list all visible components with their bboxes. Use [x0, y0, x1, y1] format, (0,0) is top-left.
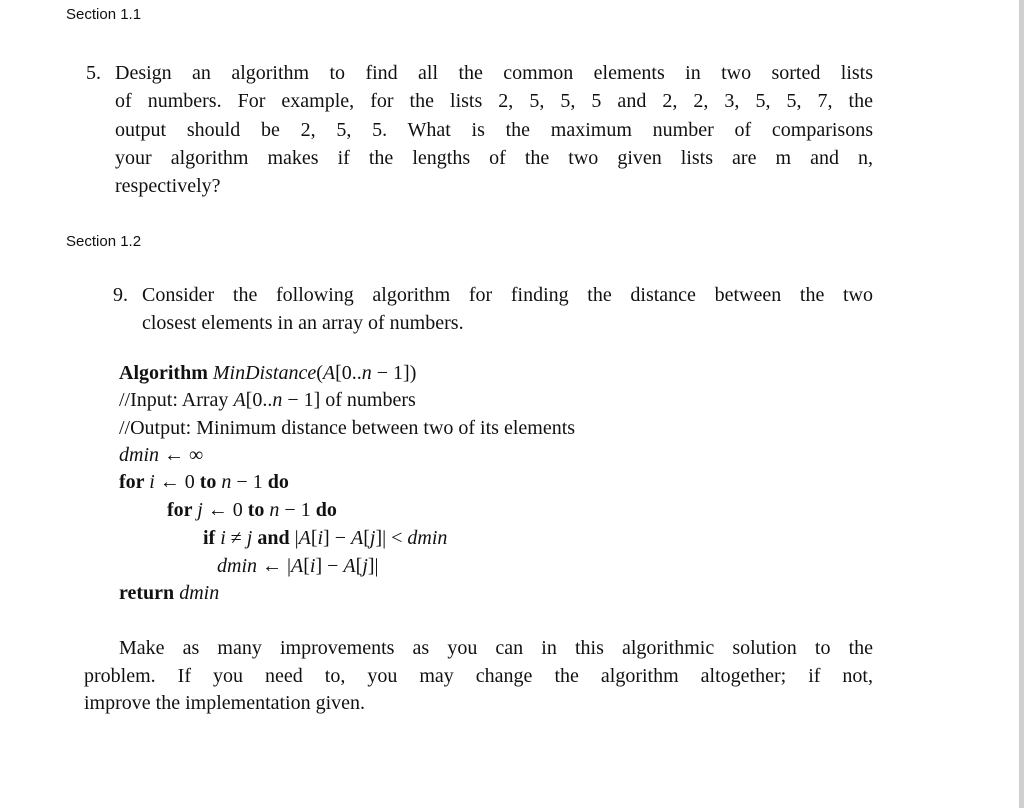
algorithm-token: do — [315, 499, 337, 521]
algorithm-token: n — [221, 471, 232, 493]
problem-5-line: respectively? — [115, 175, 221, 197]
algorithm-line — [119, 388, 416, 412]
algorithm-token: for — [119, 471, 150, 493]
closing-line: Make as many improvements as you can in this algorithmic solution to the — [119, 637, 873, 659]
algorithm-line — [167, 498, 337, 522]
algorithm-token: i — [149, 471, 155, 493]
algorithm-token: and — [252, 527, 295, 549]
problem-5-line: Design an algorithm to find all the common elements in two sorted lists — [115, 62, 873, 84]
problem-5-line: your algorithm makes if the lengths of the two given lists are m and n, — [115, 147, 873, 169]
problem-9-line: closest elements in an array of numbers. — [142, 312, 464, 334]
problem-9-line: Consider the following algorithm for finding the distance between the two — [142, 284, 873, 306]
algorithm-line — [217, 554, 379, 578]
algorithm-token: ← 0 — [202, 499, 248, 521]
algorithm-token: dmin — [119, 444, 159, 466]
algorithm-token: //Input: Array — [119, 389, 234, 411]
algorithm-token: return — [119, 582, 180, 604]
algorithm-token: [0.. — [245, 389, 273, 411]
problem-5-line: of numbers. For example, for the lists 2, 5, 5, 5 and 2, 2, 3, 5, 5, 7, the — [115, 90, 873, 112]
algorithm-token: ] − — [315, 555, 344, 577]
algorithm-token: [ — [310, 527, 318, 549]
algorithm-token: i — [309, 555, 316, 577]
algorithm-token: do — [267, 471, 289, 493]
algorithm-token: ] − — [323, 527, 351, 549]
algorithm-token: if — [203, 527, 221, 549]
algorithm-token: A — [233, 389, 246, 411]
algorithm-token: j — [246, 527, 253, 549]
algorithm-token: i — [317, 527, 324, 549]
algorithm-token: ]| < — [375, 527, 408, 549]
algorithm-token: ← 0 — [154, 471, 200, 493]
algorithm-token: ( — [316, 362, 323, 384]
problem-5-line: output should be 2, 5, 5. What is the maximum number of comparisons — [115, 119, 873, 141]
algorithm-token: [ — [363, 527, 370, 549]
algorithm-token: ← ∞ — [159, 444, 204, 466]
algorithm-line — [119, 416, 575, 440]
algorithm-line — [119, 581, 219, 605]
algorithm-token: A — [322, 362, 336, 384]
algorithm-token: n — [269, 499, 280, 521]
closing-line: improve the implementation given. — [84, 692, 366, 714]
algorithm-line — [119, 443, 203, 467]
closing-line: problem. If you need to, you may change the algorithm altogether; if not, — [84, 665, 873, 687]
page-edge-shadow — [1019, 0, 1024, 808]
algorithm-token: − 1 — [231, 471, 268, 493]
algorithm-token: MinDistance — [212, 362, 317, 384]
problem-9-number: 9. — [113, 284, 128, 306]
algorithm-token: A — [291, 555, 304, 577]
algorithm-token: dmin — [179, 582, 220, 604]
algorithm-token: dmin — [407, 527, 448, 549]
algorithm-token: A — [343, 555, 356, 577]
algorithm-token: j — [197, 499, 203, 521]
algorithm-token: for — [167, 499, 198, 521]
algorithm-token: − 1 — [279, 499, 316, 521]
algorithm-token: − 1]) — [371, 362, 417, 384]
algorithm-token: [0.. — [335, 362, 362, 384]
section-heading-1-2: Section 1.2 — [66, 233, 142, 250]
algorithm-token: j — [369, 527, 376, 549]
algorithm-token: ]| — [367, 555, 379, 577]
algorithm-token: ≠ — [225, 527, 247, 549]
algorithm-token: | — [294, 527, 299, 549]
algorithm-token: dmin — [217, 555, 257, 577]
algorithm-token: [ — [303, 555, 310, 577]
algorithm-token: to — [247, 499, 270, 521]
algorithm-token: n — [361, 362, 372, 384]
algorithm-token: A — [351, 527, 364, 549]
algorithm-token: ← | — [257, 555, 292, 577]
algorithm-token: j — [362, 555, 368, 577]
algorithm-token: [ — [355, 555, 363, 577]
algorithm-token: Algorithm — [119, 362, 213, 384]
section-heading-1-1: Section 1.1 — [66, 6, 142, 23]
algorithm-token: A — [298, 527, 311, 549]
algorithm-token: to — [199, 471, 222, 493]
algorithm-line — [119, 470, 289, 494]
algorithm-token: i — [220, 527, 226, 549]
problem-5-number: 5. — [86, 62, 101, 84]
algorithm-token: − 1] of numbers — [282, 389, 416, 411]
algorithm-token: //Output: Minimum distance between two of its elements — [119, 417, 576, 439]
algorithm-line — [119, 361, 416, 385]
algorithm-line — [203, 526, 447, 550]
algorithm-token: n — [272, 389, 283, 411]
